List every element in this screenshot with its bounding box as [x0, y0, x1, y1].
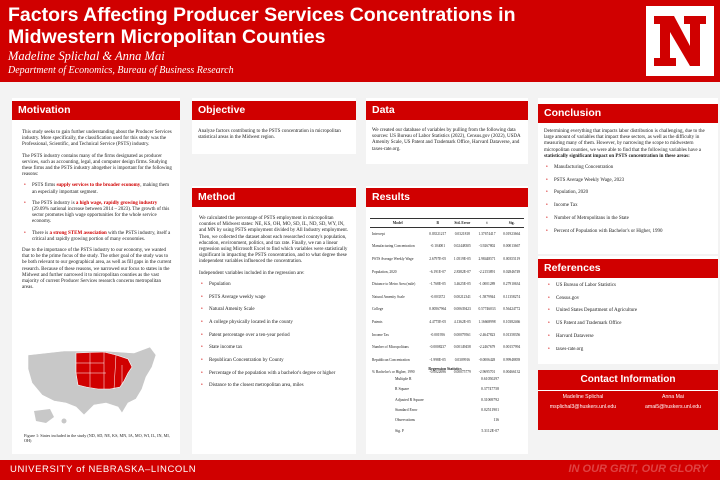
table-cell: College — [372, 307, 384, 312]
table-cell: Natural Amenity Scale — [372, 294, 405, 299]
table-cell: -1.0001289 — [478, 282, 496, 287]
table-cell: Population, 2020 — [372, 269, 397, 274]
poster-footer — [0, 460, 720, 480]
table-cell: -2.9695701 — [478, 370, 496, 375]
column-header: B — [425, 219, 450, 228]
method-heading: Method — [192, 188, 356, 207]
objective-text: Analyze factors contributing to the PSTS concentration in micropolitan statistical areas in the Midwest region. — [198, 129, 341, 141]
table-cell: -1.998E-05 — [429, 357, 446, 362]
results-heading: Results — [366, 188, 528, 207]
table-cell: 2.98448571 — [478, 256, 496, 261]
table-cell: 0.27910634 — [503, 282, 521, 287]
table-cell: 0.57746033 — [478, 307, 496, 312]
table-cell: 1.16668998 — [478, 319, 496, 324]
table-cell: -2.4647823 — [478, 332, 496, 337]
stats-cell: 0.61050297 — [480, 377, 499, 382]
table-cell: 2.6797E-05 — [429, 256, 447, 261]
table-cell: -0.0008237 — [429, 345, 446, 350]
table-cell: 0.0309916 — [454, 357, 470, 362]
objective-heading: Objective — [192, 101, 356, 120]
table-cell: 0.00079561 — [453, 332, 471, 337]
table-cell: 0.00013667 — [503, 244, 521, 249]
variables-list — [199, 282, 351, 390]
hawaii-shape — [62, 419, 67, 424]
variable-item: • Patent percentage over a ten-year period — [201, 332, 290, 338]
table-cell: 0.11358274 — [503, 294, 521, 299]
contact-email-2[interactable]: amai5@huskers.unl.edu — [644, 404, 702, 410]
stats-cell: Sig. F — [395, 428, 405, 433]
references-heading: References — [538, 259, 718, 278]
table-cell: -0.001956 — [430, 332, 446, 337]
contact-email-1[interactable]: msplichal3@huskers.unl.edu — [549, 404, 617, 410]
reference-item: • US Bureau of Labor Statistics — [548, 283, 616, 288]
motivation-reasons — [22, 183, 172, 243]
table-cell: 0.10382466 — [503, 319, 521, 324]
data-heading: Data — [366, 101, 528, 120]
column-header: Model — [370, 219, 425, 228]
table-row — [370, 228, 524, 241]
table-cell: 3.4625E-05 — [453, 282, 471, 287]
regression-table — [370, 218, 524, 379]
stats-row — [392, 405, 502, 415]
reason-item: • There is a strong STEM association with the PSTS industry, itself a critical and rapidly growing portion of many economies. — [24, 230, 171, 242]
significant-variable-item: • Income Tax — [546, 203, 578, 209]
table-cell: -2.2153891 — [478, 269, 496, 274]
stats-cell: Multiple R — [395, 377, 412, 382]
variable-item: • Population — [201, 281, 231, 287]
table-cell: % Bachelor's or Higher, 1990 — [372, 370, 415, 375]
table-cell: -6.191E-07 — [429, 269, 446, 274]
motivation-p2: The PSTS industry contains many of the firms designated as producer services, such as accounting, legal, and computer design firms. Studying these firms and the PSTS industry altogether is important for the following reasons: — [22, 153, 172, 178]
midwest-states-map — [24, 337, 164, 429]
table-cell: 4.1362E-05 — [453, 319, 471, 324]
column-header: Std. Error — [450, 219, 475, 228]
reference-item: • US Patent and Trademark Office — [548, 321, 622, 327]
stats-row — [392, 384, 502, 394]
reason-item: • PSTS firms supply services to the broader economy, making them an especially important segment. — [24, 183, 170, 195]
stats-cell: 0.02511901 — [481, 408, 499, 413]
table-cell: -0.0022696 — [429, 370, 446, 375]
table-row — [370, 240, 524, 253]
table-cell: 0.00466132 — [503, 370, 521, 375]
significant-variable-item: • Manufacturing Concentration — [546, 165, 614, 171]
table-cell: 0.00157994 — [503, 345, 521, 350]
stats-cell: Adjusted R Square — [395, 397, 424, 402]
stats-cell: 5.3112E-07 — [481, 428, 499, 433]
motivation-text — [22, 130, 172, 296]
figure-caption: Figure 1: States included in the study (ND, SD, NE, KS, MN, IA, MO, WI, IL, IN, MI, OH) — [24, 433, 170, 444]
table-row — [370, 328, 524, 341]
references-list — [546, 283, 714, 353]
reference-item: • taxes-rate.org — [548, 346, 584, 352]
table-cell: 0.03521217 — [429, 232, 447, 237]
table-cell: 0.56424772 — [503, 307, 521, 312]
variable-item: • Natural Amenity Scale — [201, 307, 255, 313]
table-header-row — [370, 219, 524, 228]
table-row — [370, 290, 524, 303]
column-header: t — [475, 219, 500, 228]
stats-row — [392, 415, 502, 425]
stats-row — [392, 395, 502, 405]
table-row — [370, 341, 524, 354]
table-cell: Intercept — [372, 232, 385, 237]
stats-cell: 116 — [493, 418, 499, 423]
table-row — [370, 303, 524, 316]
table-cell: 0.00639423 — [453, 307, 471, 312]
stats-cell: 0.37747758 — [480, 387, 499, 392]
motivation-heading: Motivation — [12, 101, 180, 120]
conclusion-heading: Conclusion — [538, 104, 718, 123]
poster-header — [0, 0, 720, 82]
contact-heading: Contact Information — [580, 374, 676, 385]
significant-variable-item: • Population, 2020 — [546, 190, 589, 196]
table-cell: 0.02846749 — [503, 269, 521, 274]
table-cell: Manufacturing Concentration — [372, 244, 415, 249]
stats-row — [392, 425, 502, 435]
table-cell: -1.5879944 — [478, 294, 496, 299]
variable-item: • A college physically located in the county — [201, 319, 293, 325]
data-text: We created our database of variables by pulling from the following data sources: US Bureau of Labor Statistics (2022), Census.gov (2022), USDA Amenity Scale, US Patent and Trademark Office, Harvard Dataverse, and taxes-rate.org. — [372, 128, 521, 152]
table-cell: 0.01358356 — [503, 332, 521, 337]
reference-item: • United States Department of Agriculture — [548, 308, 638, 314]
table-cell: Patents — [372, 319, 383, 324]
table-cell: 0.00075779 — [453, 370, 471, 375]
variable-item: • PSTS Average weekly wage — [201, 294, 266, 300]
significant-variable-item: • PSTS Average Weekly Wage, 2023 — [546, 177, 625, 183]
table-cell: 0.02448305 — [453, 244, 471, 249]
method-p1: We calculated the percentage of PSTS employment in micropolitan counties of Midwest states: NE, KS, OH, MO, SD, IL, ND, SD, WY, IN, and MN by using PSTS employment divided by All Industry employment. Then, we collected the dataset about each researched county's population, education, environment, politics, and tax rate. Finally, we ran a linear regression using Microsoft Excel to find which variables were statistically significant in impacting the PSTS concentration, and to what degree these independent variables influenced the concentration. — [199, 216, 349, 265]
table-cell: 4.4775E-05 — [429, 319, 447, 324]
department: Department of Economics, Bureau of Business Research — [8, 65, 234, 76]
table-row — [370, 265, 524, 278]
table-cell: Distance to Metro Area (mile) — [372, 282, 416, 287]
table-cell: Number of Micropolitans — [372, 345, 409, 350]
column-header: Sig. — [499, 219, 524, 228]
motivation-p3: Due to the importance of the PSTS industry to our economy, we wanted that to be the prime focus of the study. The other goal of the study was to be both relevant to our geographical area, as well as fill gaps in the current research. Because of these reasons, we narrowed our focus to states in the Midwest and further narrowed it to micropolitan counties as the vast majority of current Producer Services research concerns metropolitan areas. — [22, 248, 172, 291]
table-cell: -0.0006428 — [478, 357, 496, 362]
stats-row — [392, 374, 502, 384]
table-cell: 1.0519E-05 — [453, 256, 471, 261]
regression-stats-title: Regression Statistics — [428, 367, 462, 371]
table-cell: -0.003372 — [430, 294, 446, 299]
table-cell: Republican Concentration — [372, 357, 410, 362]
table-cell: 0.00149458 — [453, 345, 471, 350]
table-row — [370, 278, 524, 291]
alaska-shape — [34, 409, 54, 423]
poster-title: Factors Affecting Producer Services Concentrations in Midwestern Micropolitan Counties — [8, 4, 516, 48]
table-cell: Income Tax — [372, 332, 389, 337]
table-cell: 1.37674417 — [478, 232, 496, 237]
table-cell: 0.00212341 — [453, 294, 471, 299]
university-name: UNIVERSITY of NEBRASKA–LINCOLN — [10, 464, 197, 475]
method-text — [199, 216, 351, 396]
stats-cell: Observations — [395, 418, 416, 423]
table-cell: 0.01923664 — [503, 232, 521, 237]
method-p2: Independent variables included in the regression are: — [199, 270, 305, 276]
contact-name-1: Madeline Splichal — [562, 394, 604, 400]
table-cell: -2.2467679 — [478, 345, 496, 350]
significant-variables-list — [544, 165, 712, 235]
university-motto: IN OUR GRIT, OUR GLORY — [568, 463, 708, 475]
stats-cell: 0.31069792 — [480, 397, 499, 402]
contact-divider — [538, 390, 718, 391]
significant-variable-item: • Percent of Population with Bachelor's or Higher, 1990 — [546, 228, 663, 234]
stats-cell: Standard Error — [395, 408, 418, 413]
variable-item: • Republican Concentration by County — [201, 358, 284, 364]
table-row — [370, 253, 524, 266]
conclusion-p1: Determining everything that impacts labor distribution is challenging, due to the large amount of variables that impact these sectors, as well as the difficulty in measuring many of them. However, by narrowing the scope to midwestern micropolitan counties, we were able to find that the following variables have a statistically significant impact on PSTS concentration in these areas: — [544, 129, 705, 159]
table-cell: 2.8382E-07 — [453, 269, 471, 274]
significant-variable-item: • Number of Metropolitans in the State — [546, 215, 629, 221]
stats-cell: R Square — [395, 387, 410, 392]
table-cell: 0.00355119 — [503, 256, 521, 261]
table-cell: -3.9267802 — [478, 244, 496, 249]
motivation-p1: This study seeks to gain further understanding about the Producer Services industry. More specifically, the classification used for this study was the Professional, Scientific, and Technical Service (PSTS) industry. — [22, 130, 172, 148]
contact-panel — [538, 370, 718, 430]
table-cell: 0.00567964 — [429, 307, 447, 312]
variable-item: • Percentage of the population with a bachelor's degree or higher — [201, 370, 336, 376]
table-cell: -1.768E-05 — [429, 282, 446, 287]
variable-item: • State income tax — [201, 345, 243, 351]
table-cell: 0.99948839 — [503, 357, 521, 362]
references-text — [546, 283, 714, 359]
reference-item: • Harvard Dataverse — [548, 333, 594, 339]
contact-name-2: Anna Mai — [662, 394, 684, 400]
nebraska-n-logo — [646, 6, 714, 76]
reference-item: • Census.gov — [548, 295, 580, 301]
reason-item: • The PSTS industry is a high wage, rapidly growing industry (29.09% national increase between 2014 – 2023). The growth of this sector promotes high wage opportunities for the whole service economy. — [24, 200, 170, 225]
conclusion-text — [544, 129, 712, 241]
table-cell: PSTS Average Weekly Wage — [372, 256, 414, 261]
variable-item: • Distance to the closest metropolitan area, miles — [201, 383, 304, 389]
table-row — [370, 316, 524, 329]
regression-stats-table — [392, 374, 502, 436]
authors: Madeline Splichal & Anna Mai — [8, 49, 165, 63]
table-row — [370, 353, 524, 366]
table-cell: -0.104001 — [430, 244, 446, 249]
table-cell: 0.0321818 — [454, 232, 470, 237]
